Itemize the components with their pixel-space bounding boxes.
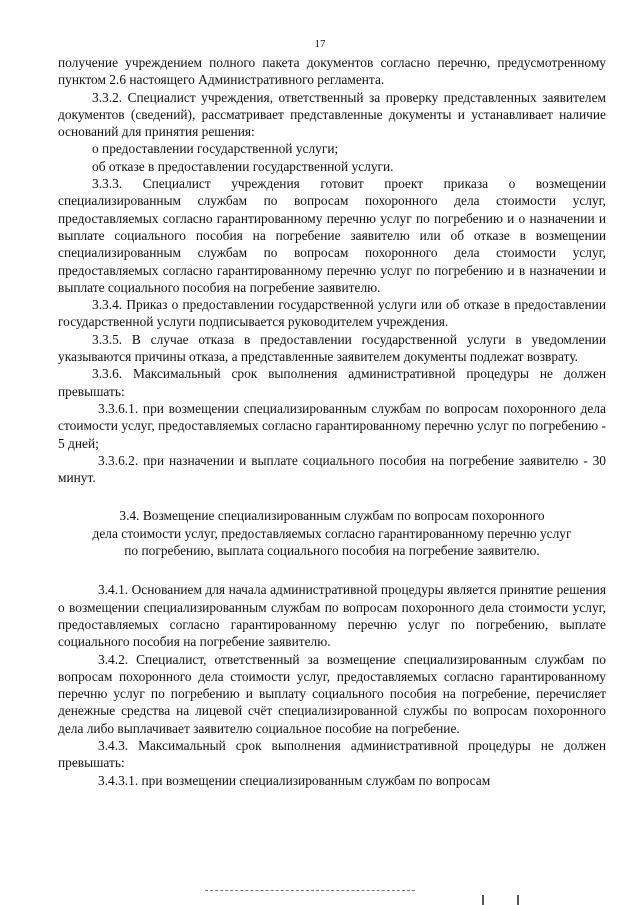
paragraph-3-3-3: 3.3.3. Специалист учреждения готовит проект приказа о возмещении специализированным службам по вопросам похоронного дела стоимости услуг, предоставляемых согласно гарантированному перечню услуг по погребению и о назначении и выплате социального пособия на погребение заявителю или об отказе в возмещении специализированным службам по вопросам похоронного дела стоимости услуг, предоставляемых согласно гарантированному перечню услуг по погребению и в назначении и выплате социального пособия на погребение заявителю. xyxy=(58,176,606,295)
document-body xyxy=(58,54,606,789)
section-heading-3-4 xyxy=(58,507,606,559)
section-heading-line: по погребению, выплата социального пособия на погребение заявителю. xyxy=(124,543,540,559)
paragraph-3-3-4: 3.3.4. Приказ о предоставлении государственной услуги или об отказе в предоставлении государственной услуги подписывается руководителем учреждения. xyxy=(58,297,606,330)
scan-artifact-tick xyxy=(482,895,484,905)
paragraph-option-provide: о предоставлении государственной услуги; xyxy=(92,141,339,157)
paragraph-3-3-6-1: 3.3.6.1. при возмещении специализированным службам по вопросам похоронного дела стоимости услуг, предоставляемых согласно гарантированному перечню услуг по погребению - 5 дней; xyxy=(58,400,606,451)
paragraph-option-refuse: об отказе в предоставлении государственной услуги. xyxy=(92,158,394,174)
scan-artifact-tick xyxy=(517,895,519,905)
paragraph-continuation: получение учреждением полного пакета документов согласно перечню, предусмотренному пунктом 2.6 настоящего Административного регламента. xyxy=(58,55,606,88)
paragraph-3-3-2: 3.3.2. Специалист учреждения, ответственный за проверку представленных заявителем документов (сведений), рассматривает представленные документы и устанавливает наличие оснований для принятия решения: xyxy=(58,89,606,140)
paragraph-3-3-6-2: 3.3.6.2. при назначении и выплате социального пособия на погребение заявителю - 30 минут. xyxy=(58,452,606,486)
section-heading-line: дела стоимости услуг, предоставляемых согласно гарантированному перечню услуг xyxy=(92,525,572,541)
section-heading-line: 3.4. Возмещение специализированным службам по вопросам похоронного xyxy=(119,508,545,524)
paragraph-3-3-6: 3.3.6. Максимальный срок выполнения административной процедуры не должен превышать: xyxy=(58,366,606,399)
page-number: 17 xyxy=(314,38,326,50)
scan-artifact-line xyxy=(205,890,415,892)
paragraph-3-4-3-1: 3.4.3.1. при возмещении специализированным службам по вопросам xyxy=(98,772,491,788)
paragraph-3-4-1: 3.4.1. Основанием для начала административной процедуры является принятие решения о возмещении специализированным службам по вопросам похоронного дела стоимости услуг, предоставляемых согласно гарантированному перечню услуг по погребению, выплате социального пособия на погребение заявителю. xyxy=(58,582,606,650)
paragraph-3-3-5: 3.3.5. В случае отказа в предоставлении государственной услуги в уведомлении указываются причины отказа, а представленные заявителем документы подлежат возврату. xyxy=(58,331,606,365)
paragraph-3-4-2: 3.4.2. Специалист, ответственный за возмещение специализированным службам по вопросам похоронного дела стоимости услуг, предоставляемых согласно гарантированному перечню услуг по погребению и выплату социального пособия на погребение, перечисляет денежные средства на лицевой счёт специализированной службы по вопросам похоронного дела либо выплачивает заявителю социальное пособие на погребение. xyxy=(58,651,606,736)
paragraph-3-4-3: 3.4.3. Максимальный срок выполнения административной процедуры не должен превышать: xyxy=(58,737,606,771)
